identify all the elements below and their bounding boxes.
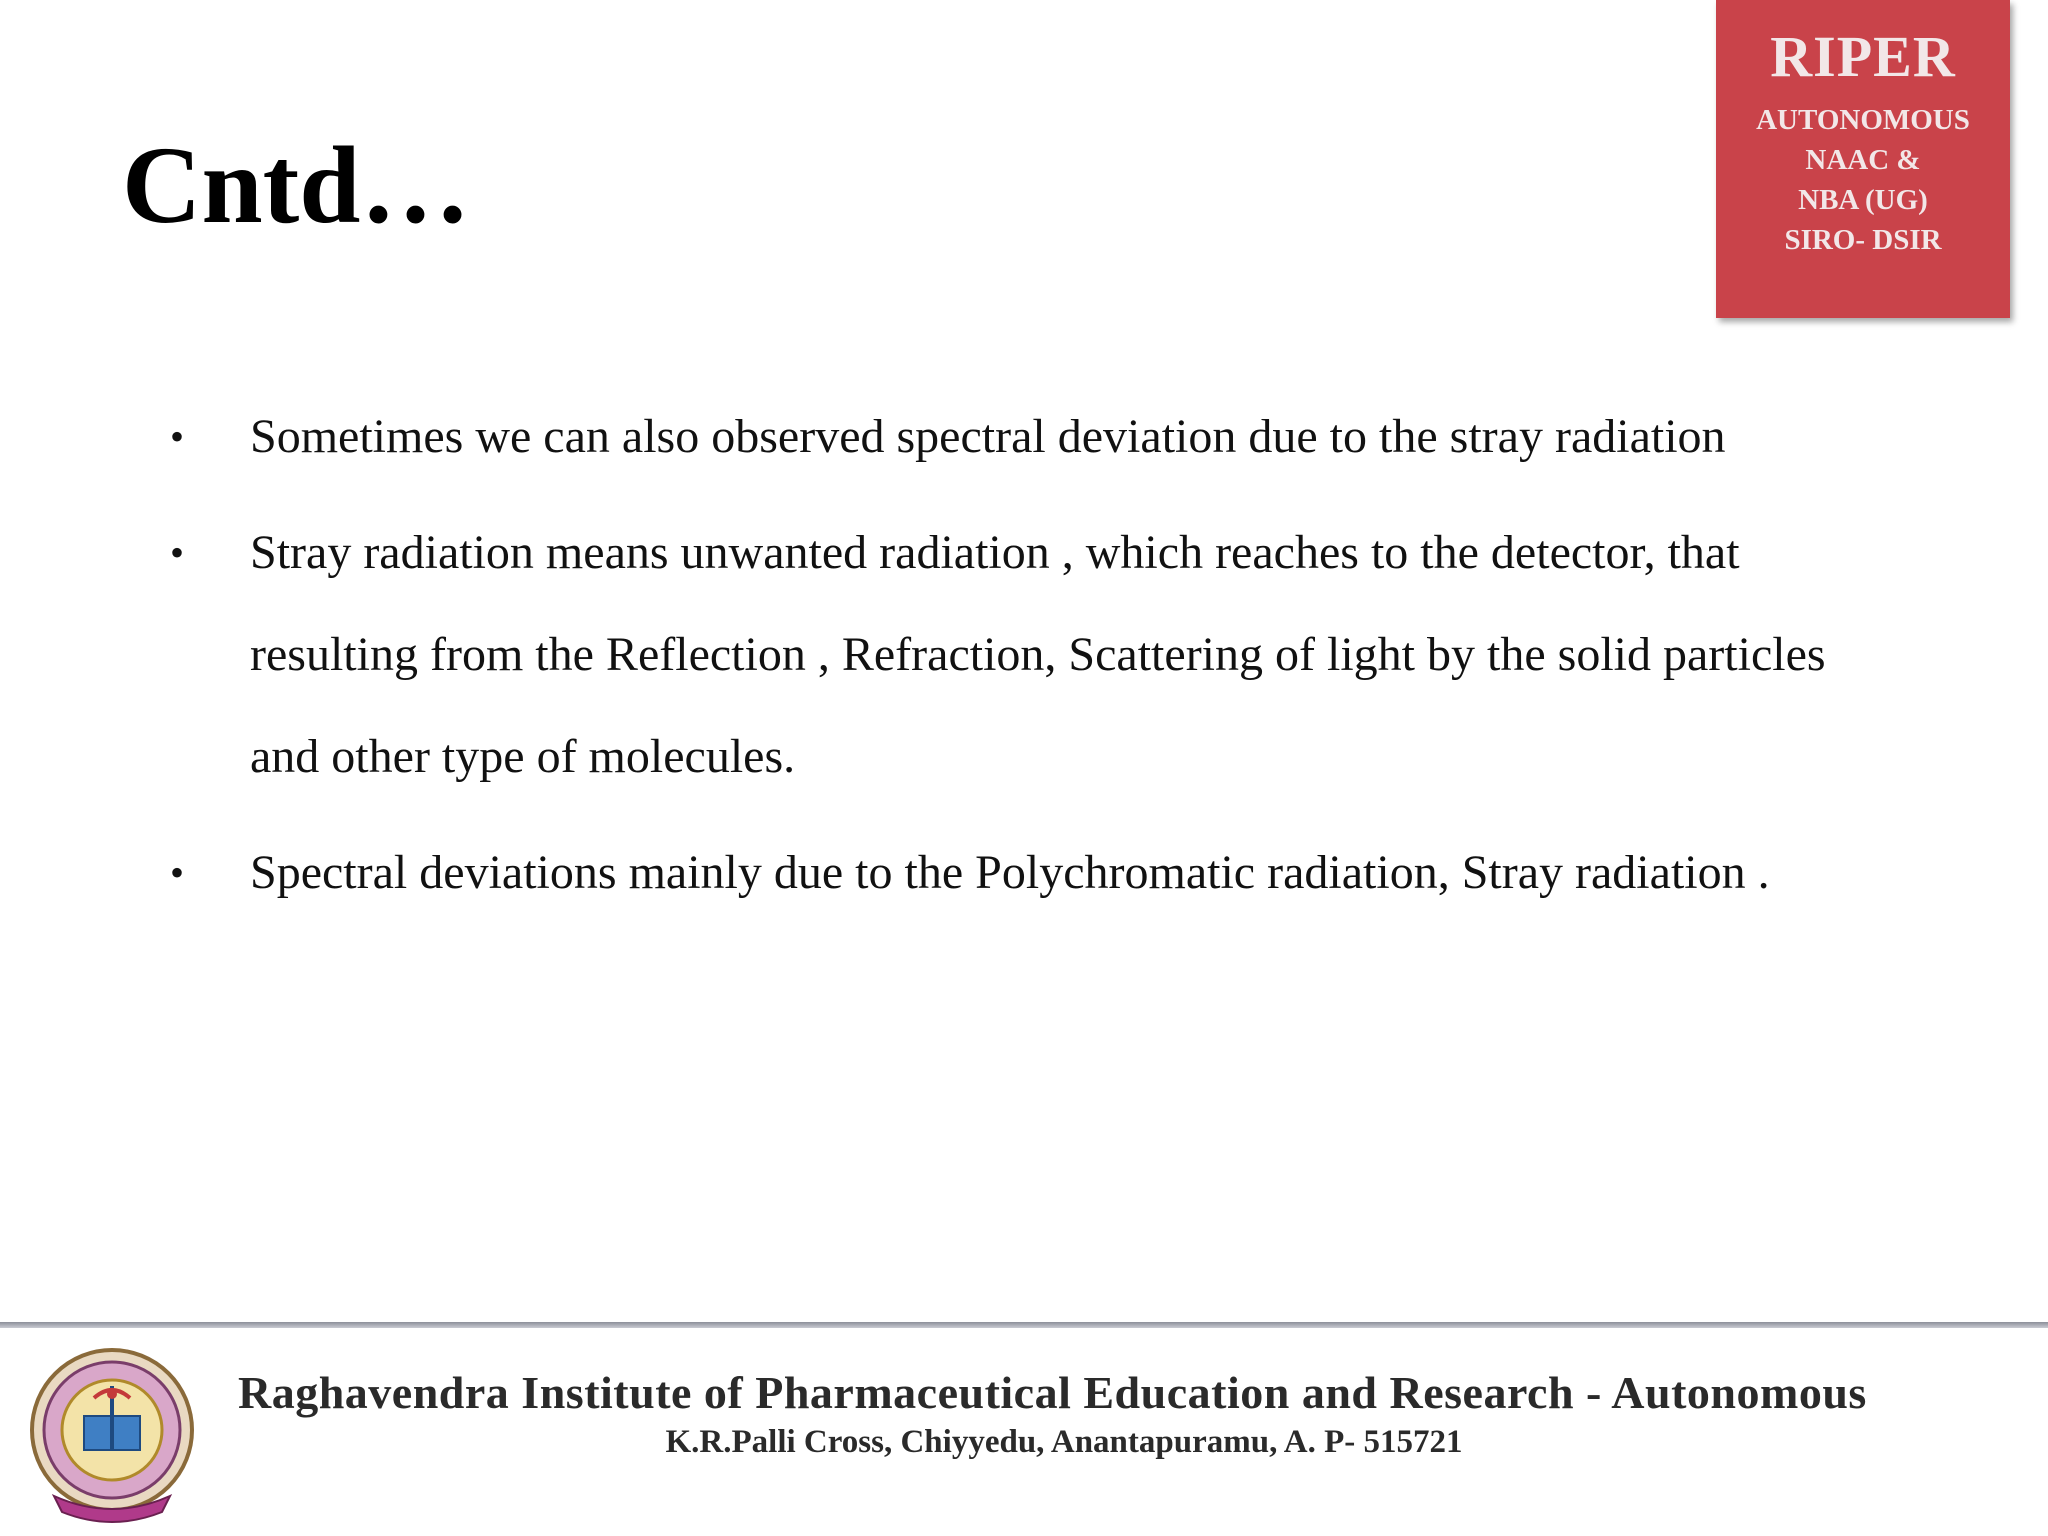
bullet-list [170, 386, 1870, 938]
badge-line-autonomous: AUTONOMOUS [1756, 104, 1970, 136]
footer-divider [0, 1322, 2048, 1328]
bullet-text: Sometimes we can also observed spectral deviation due to the stray radiation [250, 410, 1726, 463]
riper-badge [1716, 0, 2010, 318]
badge-line-nba: NBA (UG) [1798, 184, 1928, 216]
badge-line-naac: NAAC & [1805, 144, 1921, 176]
bullet-item [170, 822, 1870, 924]
bullet-marker: • [170, 850, 185, 895]
bullet-text: Spectral deviations mainly due to the Polychromatic radiation, Stray radiation . [250, 846, 1770, 899]
badge-line-siro: SIRO- DSIR [1784, 224, 1942, 256]
bullet-text: Stray radiation means unwanted radiation , which reaches to the detector, that resulting from the Reflection , Refraction, Scattering of light by the solid particles and other type of molecules. [250, 526, 1826, 783]
bullet-marker: • [170, 530, 185, 575]
badge-title: RIPER [1770, 24, 1956, 89]
institute-name: Raghavendra Institute of Pharmaceutical Education and Research - Autonomous [238, 1367, 1867, 1418]
bullet-item [170, 386, 1870, 488]
slide-title: Cntd… [122, 124, 471, 246]
institute-address: K.R.Palli Cross, Chiyyedu, Anantapuramu, A. P- 515721 [665, 1424, 1463, 1460]
bullet-item [170, 502, 1870, 808]
bullet-marker: • [170, 414, 185, 459]
